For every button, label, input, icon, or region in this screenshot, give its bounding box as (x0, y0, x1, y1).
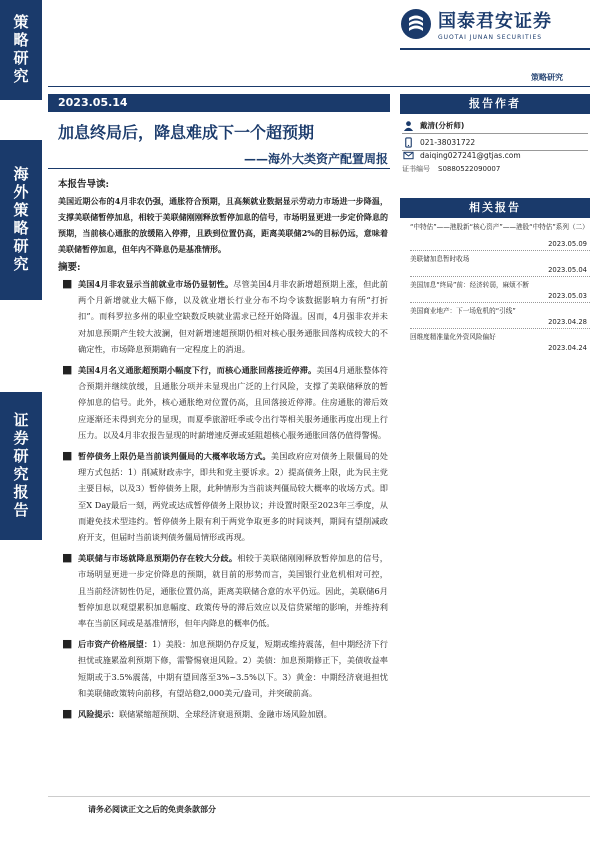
abstract-list (58, 276, 388, 722)
side-band-strategy (0, 0, 42, 100)
abstract-item-lead: 美国4月名义通胀超预期小幅度下行，而核心通胀回落接近停滞。 (78, 365, 317, 376)
abstract-item-text: 美国政府应对债务上限僵局的处理方式包括：1）削减财政赤字，即共和党主要诉求。2）提高债务上限，此为民主党主要目标，以及3）暂停债务上限，此种情形为当前谈判僵局较大概率的收场方式。即至X Day最后一刻，两党或达成暂停债务上限协议；并设置时限至2023年三季度，从而避免技术型违约。暂停债务上限有利于两党争取更多的时间谈判，期间有望削减政府开支，但届时当前谈判债务僵局情形或再现。 (78, 451, 388, 543)
abstract-heading: 摘要: (58, 262, 81, 273)
abstract-item (58, 706, 388, 722)
logo-chinese-text: 国泰君安证券 (438, 11, 552, 32)
related-report-title[interactable]: 美联储加息暂时收场 (410, 255, 470, 263)
bullet-icon: ■ (62, 363, 73, 377)
abstract-item-text: 美国4月通胀整体符合预期并继续放缓，且通胀分项并未显现出广泛的上行风险，支撑了美联储释放的暂停加息的信号。此外，核心通胀绝对位置仍高，且回落接近停滞。住房通胀的滞后效应逐渐还未得到充分的显现，而夏季旅游旺季或令出行等相关服务通胀再度出现上行压力。以及4月非农报告显现的时薪增速反弹或延阻超核心服务通胀回落仍值得警惕。 (78, 365, 388, 440)
abstract-item (58, 362, 388, 443)
bullet-icon: ■ (62, 449, 73, 463)
related-divider (410, 302, 590, 303)
side-band-label: 策略研究 (11, 14, 30, 86)
related-report-date: 2023.05.09 (548, 240, 587, 248)
side-band-overseas (0, 140, 42, 300)
abstract-item-text: 1）美股：加息预期仍存反复，短期或维持震荡，但中期经济下行担忧或施累盈利预期下修，需警惕衰退风险。2）美债：加息预期修正下，美债收益率短期或于3.5%震荡，中期有望回落至3%~3.5%以下。3）黄金：中期经济衰退担忧和美联储政策转向前移，有望站稳2,000美元/盎司，并突破前高。 (78, 639, 388, 698)
person-icon (402, 119, 414, 131)
author-divider (402, 133, 588, 134)
title-divider (48, 168, 390, 169)
related-report-title[interactable]: “中特估”——港股新“核心资产”——港股“中特估”系列（二） (410, 223, 589, 231)
guide-body: 美国近期公布的4月非农仍强，通胀符合预期，且高频就业数据显示劳动力市场进一步降温，支撑美联储暂停加息，相较于美联储刚刚释放暂停加息的信号，市场明显更进一步定价降息的预期，当前核心通胀的放缓陷入停滞，且跌到位置仍高，距离美联储2%的目标仍远，意味着美联储暂停加息，但年内不降息仍是基准情形。 (58, 196, 388, 254)
abstract-item-lead: 美国4月非农显示当前就业市场仍显韧性。 (78, 279, 234, 289)
abstract-item (58, 636, 388, 701)
logo-english-text: GUOTAI JUNAN SECURITIES (438, 34, 543, 41)
certificate-number: S0880522090007 (438, 165, 501, 173)
report-title: 加息终局后，降息难成下一个超预期 (58, 123, 315, 142)
abstract-item (58, 276, 388, 357)
bullet-icon: ■ (62, 277, 73, 290)
abstract-item-text: 联储紧缩超预期、全球经济衰退预期、金融市场风险加剧。 (118, 709, 332, 720)
related-report-title[interactable]: 美国商业地产：下一场危机的“引线” (410, 307, 516, 315)
abstract-item-lead: 暂停债务上限仍是当前谈判僵局的大概率收场方式。 (78, 451, 271, 462)
phone-icon (402, 136, 414, 148)
abstract-item-text: 尽管美国4月非农新增超预期上涨，但此前两个月新增就业大幅下修，以及就业增长行业分布不均令该数据影响力有所“打折扣”。而科罗拉多州的职业空缺数反映就业需求已经开始降温。因而，4月强非农并未对加息预期产生较大波澜，但对新增速超预期仍相对核心服务通胀回落构成较大的不确定性，市场降息预期确有一定程度上的消退。 (78, 279, 388, 354)
report-date: 2023.05.14 (48, 94, 390, 112)
related-report-date: 2023.05.04 (548, 266, 587, 274)
footer-divider (48, 796, 590, 797)
bullet-icon: ■ (62, 551, 73, 565)
side-band-securities-report (0, 392, 42, 540)
abstract-item-lead: 后市资产价格展望： (78, 639, 153, 650)
related-heading: 相关报告 (400, 198, 590, 218)
main-content (52, 176, 388, 727)
author-email[interactable]: daiqing027241@gtjas.com (420, 150, 521, 160)
author-name: 戴清(分析师) (420, 120, 465, 130)
related-report-title[interactable]: 回维度精准量化外资风险偏好 (410, 333, 496, 341)
abstract-item (58, 448, 388, 545)
author-phone: 021-38031722 (420, 137, 476, 147)
related-report-date: 2023.04.24 (548, 344, 587, 352)
abstract-item-lead: 美联储与市场就降息预期仍存在较大分歧。 (78, 553, 238, 564)
bullet-icon: ■ (62, 707, 73, 721)
related-divider (410, 328, 590, 329)
abstract-item (58, 550, 388, 631)
footer-disclaimer: 请务必阅读正文之后的免责条款部分 (88, 804, 216, 814)
report-subtitle: ——海外大类资产配置周报 (243, 152, 388, 166)
certificate-row (402, 164, 500, 174)
report-type-label: 策略研究 (531, 72, 563, 82)
related-divider (410, 250, 590, 251)
email-icon (402, 149, 414, 161)
side-band-label: 海外策略研究 (11, 166, 30, 274)
abstract-item-text: 相较于美联储刚刚释放暂停加息的信号，市场明显更进一步定价降息的预期，就目前的形势而言，美国银行业危机相对可控，且当前经济韧性仍足，通胀位置仍高，距离美联储合意的水平仍远。因此，美联储6月暂停加息以观望累积加息幅度、政策传导的滞后效应以及信贷紧缩的影响，并维持利率在当前区间或是基准情形，但年内降息的概率仍低。 (78, 553, 388, 629)
related-divider (410, 276, 590, 277)
side-band-label: 证券研究报告 (11, 412, 30, 520)
author-name-row (402, 118, 464, 132)
top-divider (48, 86, 590, 87)
author-email-row[interactable] (402, 148, 521, 162)
author-heading: 报告作者 (400, 94, 590, 114)
guide-heading: 本报告导读: (58, 179, 110, 190)
header-divider (400, 48, 590, 50)
logo-emblem-icon (400, 8, 432, 40)
related-report-date: 2023.05.03 (548, 292, 587, 300)
certificate-label: 证书编号 (402, 165, 430, 173)
company-logo (400, 6, 590, 42)
abstract-item-lead: 风险提示： (78, 709, 119, 720)
author-phone-row (402, 135, 475, 149)
bullet-icon: ■ (62, 637, 73, 651)
related-report-title[interactable]: 美国加息“终局”前：经济转弱，麻烦不断 (410, 281, 529, 289)
related-report-date: 2023.04.28 (548, 318, 587, 326)
